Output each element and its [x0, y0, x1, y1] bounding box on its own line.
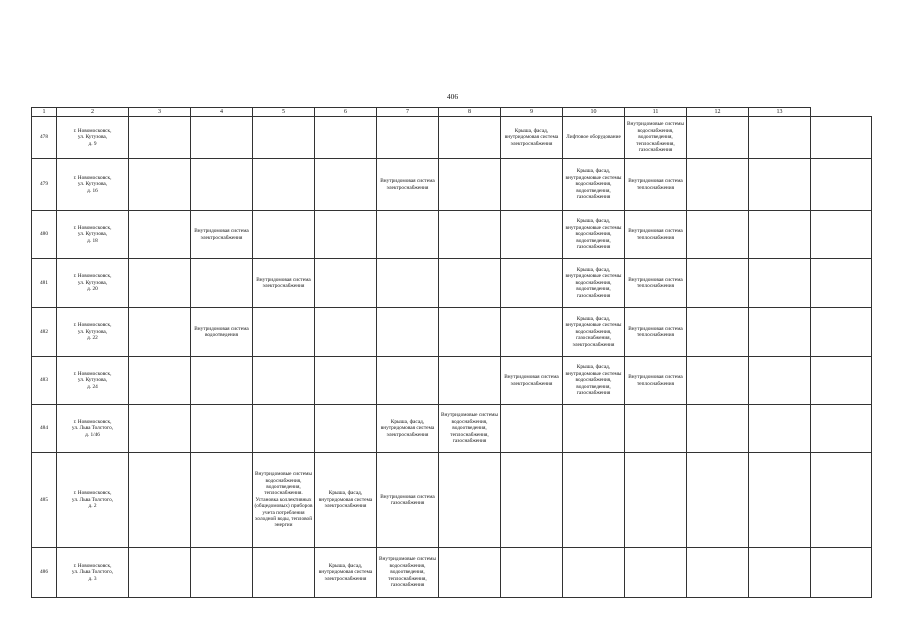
address-cell: г. Новомосковск, ул. Льва Толстого, д. 1/46 [57, 405, 129, 453]
work-type-cell [687, 308, 749, 357]
work-type-cell: Внутридомовая система теплоснабжения [625, 308, 687, 357]
work-type-cell [749, 211, 811, 259]
work-type-cell: Крыша, фасад, внутридомовые системы водоснабжения, газоснабжения, электроснабжения [563, 308, 625, 357]
column-header: 8 [439, 108, 501, 117]
work-type-cell [191, 357, 253, 405]
column-header: 3 [129, 108, 191, 117]
work-type-cell [811, 357, 872, 405]
row-number: 478 [32, 117, 57, 159]
work-type-cell [501, 159, 563, 211]
work-type-cell [253, 308, 315, 357]
work-type-cell: Внутридомовая система электроснабжения [377, 159, 439, 211]
address-cell: г. Новомосковск, ул. Кутузова, д. 24 [57, 357, 129, 405]
column-header: 5 [253, 108, 315, 117]
work-type-cell [377, 308, 439, 357]
work-type-cell [563, 548, 625, 598]
work-type-cell [811, 117, 872, 159]
work-type-cell [439, 211, 501, 259]
column-header: 7 [377, 108, 439, 117]
column-header: 4 [191, 108, 253, 117]
work-type-cell [129, 357, 191, 405]
work-type-cell [315, 259, 377, 308]
work-type-cell [377, 117, 439, 159]
work-type-cell [129, 159, 191, 211]
row-number: 485 [32, 453, 57, 548]
work-type-cell: Крыша, фасад, внутридомовая система электроснабжения [377, 405, 439, 453]
work-type-cell [191, 259, 253, 308]
work-type-cell [315, 357, 377, 405]
row-number: 486 [32, 548, 57, 598]
work-type-cell [749, 453, 811, 548]
work-type-cell [687, 159, 749, 211]
work-type-cell: Внутридомовая система теплоснабжения [625, 211, 687, 259]
column-header: 9 [501, 108, 563, 117]
work-type-cell: Крыша, фасад, внутридомовые системы водоснабжения, водоотведения, газоснабжения [563, 159, 625, 211]
work-type-cell [501, 548, 563, 598]
work-type-cell: Крыша, фасад, внутридомовая система электроснабжения [315, 548, 377, 598]
work-type-cell [129, 117, 191, 159]
work-type-cell [687, 548, 749, 598]
table-row [32, 117, 872, 159]
work-type-cell [687, 453, 749, 548]
work-type-cell: Внутридомовая система теплоснабжения [625, 259, 687, 308]
work-type-cell: Внутридомовые системы водоснабжения, водоотведения, теплоснабжения, газоснабжения [377, 548, 439, 598]
work-type-cell [439, 548, 501, 598]
work-type-cell [191, 453, 253, 548]
work-type-cell [687, 117, 749, 159]
work-type-cell [191, 159, 253, 211]
work-type-cell [501, 308, 563, 357]
column-header: 2 [57, 108, 129, 117]
work-type-cell: Внутридомовые системы водоснабжения, водоотведения, теплоснабжения, газоснабжения [625, 117, 687, 159]
row-number: 479 [32, 159, 57, 211]
work-type-cell [625, 453, 687, 548]
table-row [32, 159, 872, 211]
address-cell: г. Новомосковск, ул. Кутузова, д. 20 [57, 259, 129, 308]
work-type-cell [129, 308, 191, 357]
work-type-cell: Крыша, фасад, внутридомовые системы водоснабжения, водоотведения, газоснабжения [563, 211, 625, 259]
work-type-cell: Внутридомовая система теплоснабжения [625, 159, 687, 211]
work-type-cell [315, 211, 377, 259]
work-type-cell [749, 259, 811, 308]
work-type-cell: Внутридомовая система теплоснабжения [625, 357, 687, 405]
work-type-cell [253, 117, 315, 159]
work-type-cell: Внутридомовая система электроснабжения [501, 357, 563, 405]
work-type-cell: Крыша, фасад, внутридомовая система электроснабжения [315, 453, 377, 548]
work-type-cell [501, 405, 563, 453]
column-header: 6 [315, 108, 377, 117]
work-type-cell [253, 357, 315, 405]
row-number: 480 [32, 211, 57, 259]
work-type-cell [811, 308, 872, 357]
page-number: 406 [446, 92, 459, 101]
address-cell: г. Новомосковск, ул. Кутузова, д. 18 [57, 211, 129, 259]
work-type-cell [501, 259, 563, 308]
work-type-cell [625, 405, 687, 453]
work-type-cell: Крыша, фасад, внутридомовая система электроснабжения [501, 117, 563, 159]
table-row [32, 548, 872, 598]
work-type-cell [377, 211, 439, 259]
table-row [32, 405, 872, 453]
table-body [32, 108, 872, 598]
work-type-cell [129, 259, 191, 308]
column-header: 11 [625, 108, 687, 117]
work-type-cell: Лифтовое оборудование [563, 117, 625, 159]
work-type-cell: Внутридомовая система электроснабжения [191, 211, 253, 259]
work-type-cell: Внутридомовая система водоотведения [191, 308, 253, 357]
repair-registry-table [31, 107, 872, 598]
work-type-cell: Внутридомовые системы водоснабжения, водоотведения, теплоснабжения, газоснабжения [439, 405, 501, 453]
column-header: 1 [32, 108, 57, 117]
work-type-cell [191, 405, 253, 453]
table-row [32, 453, 872, 548]
column-header: 13 [749, 108, 811, 117]
table-row [32, 357, 872, 405]
table-row [32, 259, 872, 308]
work-type-cell [501, 211, 563, 259]
work-type-cell [625, 548, 687, 598]
work-type-cell [253, 405, 315, 453]
work-type-cell [687, 405, 749, 453]
row-number: 482 [32, 308, 57, 357]
work-type-cell [315, 308, 377, 357]
work-type-cell [811, 159, 872, 211]
table-row [32, 308, 872, 357]
work-type-cell [439, 259, 501, 308]
work-type-cell [315, 405, 377, 453]
address-cell: г. Новомосковск, ул. Кутузова, д. 22 [57, 308, 129, 357]
work-type-cell [253, 159, 315, 211]
work-type-cell [749, 159, 811, 211]
work-type-cell [377, 357, 439, 405]
work-type-cell [439, 357, 501, 405]
work-type-cell [191, 117, 253, 159]
work-type-cell [811, 405, 872, 453]
work-type-cell [439, 453, 501, 548]
row-number: 484 [32, 405, 57, 453]
work-type-cell [315, 117, 377, 159]
column-header: 12 [687, 108, 749, 117]
column-header: 10 [563, 108, 625, 117]
work-type-cell: Внутридомовая система электроснабжения [253, 259, 315, 308]
work-type-cell [253, 548, 315, 598]
work-type-cell [191, 548, 253, 598]
work-type-cell [687, 357, 749, 405]
row-number: 483 [32, 357, 57, 405]
work-type-cell [501, 453, 563, 548]
work-type-cell [439, 308, 501, 357]
work-type-cell [563, 453, 625, 548]
work-type-cell [687, 259, 749, 308]
address-cell: г. Новомосковск, ул. Льва Толстого, д. 3 [57, 548, 129, 598]
work-type-cell [129, 548, 191, 598]
work-type-cell: Внутридомовая система газоснабжения [377, 453, 439, 548]
work-type-cell [749, 405, 811, 453]
work-type-cell [377, 259, 439, 308]
work-type-cell [749, 357, 811, 405]
work-type-cell [811, 453, 872, 548]
work-type-cell [687, 211, 749, 259]
work-type-cell [811, 259, 872, 308]
address-cell: г. Новомосковск, ул. Кутузова, д. 16 [57, 159, 129, 211]
work-type-cell [811, 211, 872, 259]
work-type-cell [749, 117, 811, 159]
work-type-cell: Крыша, фасад, внутридомовые системы водоснабжения, водоотведения, газоснабжения [563, 357, 625, 405]
work-type-cell: Внутридомовые системы водоснабжения, водоотведения, теплоснабжения. Установка коллективных (общедомовых) приборов учета потребления холодной воды, тепловой энергии [253, 453, 315, 548]
work-type-cell [439, 159, 501, 211]
work-type-cell [811, 548, 872, 598]
work-type-cell [749, 548, 811, 598]
work-type-cell [253, 211, 315, 259]
table-row [32, 211, 872, 259]
column-header-row [32, 108, 872, 117]
address-cell: г. Новомосковск, ул. Льва Толстого, д. 2 [57, 453, 129, 548]
work-type-cell [129, 211, 191, 259]
address-cell: г. Новомосковск, ул. Кутузова, д. 9 [57, 117, 129, 159]
work-type-cell [563, 405, 625, 453]
row-number: 481 [32, 259, 57, 308]
work-type-cell [749, 308, 811, 357]
work-type-cell [439, 117, 501, 159]
work-type-cell [129, 453, 191, 548]
work-type-cell [315, 159, 377, 211]
work-type-cell: Крыша, фасад, внутридомовые системы водоснабжения, водоотведения, газоснабжения [563, 259, 625, 308]
work-type-cell [129, 405, 191, 453]
